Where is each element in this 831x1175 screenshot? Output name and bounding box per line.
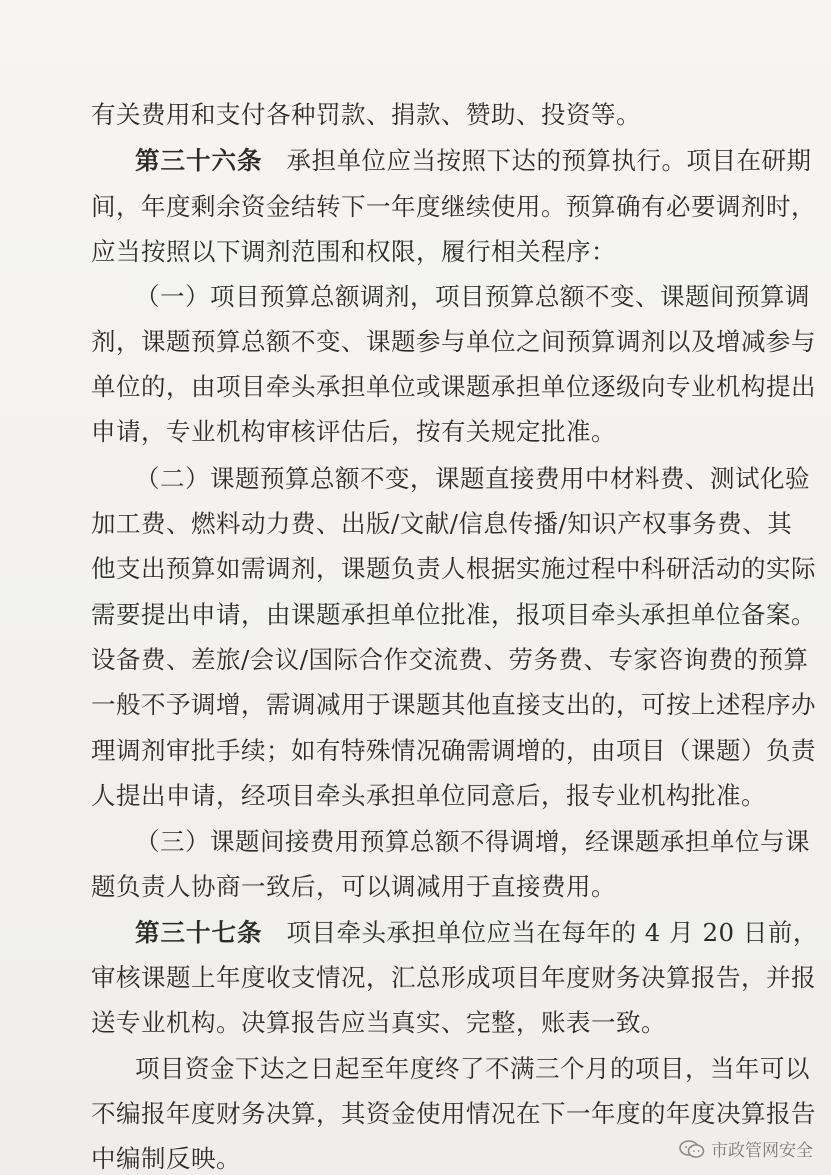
text-line: （三）课题间接费用预算总额不得调增，经课题承担单位与课 — [135, 827, 810, 856]
article-number: 第三十七条 — [135, 918, 263, 947]
text-line: 有关费用和支付各种罚款、捐款、赞助、投资等。 — [91, 100, 641, 129]
watermark-text: 市政管网安全 — [711, 1141, 813, 1161]
article-36-heading-line: 第三十六条 承担单位应当按照下达的预算执行。项目在研期 — [135, 146, 812, 175]
text-line: 设备费、差旅/会议/国际合作交流费、劳务费、专家咨询费的预算 — [91, 645, 809, 674]
text-line: 人提出申请，经项目牵头承担单位同意后，报专业机构批准。 — [91, 781, 766, 810]
text-line: 申请，专业机构审核评估后，按有关规定批准。 — [91, 417, 616, 446]
text-line: 理调剂审批手续；如有特殊情况确需调增的，由项目（课题）负责 — [91, 736, 816, 765]
text-line: 应当按照以下调剂范围和权限，履行相关程序： — [91, 237, 616, 266]
wechat-icon — [679, 1139, 705, 1159]
text-line: 他支出预算如需调剂，课题负责人根据实施过程中科研活动的实际 — [91, 554, 816, 583]
text-line: （二）课题预算总额不变，课题直接费用中材料费、测试化验 — [135, 464, 810, 493]
text-line: （一）项目预算总额调剂，项目预算总额不变、课题间预算调 — [135, 282, 810, 311]
text-line: 项目资金下达之日起至年度终了不满三个月的项目，当年可以 — [135, 1054, 810, 1083]
source-watermark — [679, 1136, 813, 1161]
text-line: 间，年度剩余资金结转下一年度继续使用。预算确有必要调剂时， — [91, 192, 816, 221]
text-line: 需要提出申请，由课题承担单位批准，报项目牵头承担单位备案。 — [91, 600, 816, 629]
text-line: 审核课题上年度收支情况，汇总形成项目年度财务决算报告，并报 — [91, 963, 816, 992]
text-line: 剂，课题预算总额不变、课题参与单位之间预算调剂以及增减参与 — [91, 327, 816, 356]
text-line: 送专业机构。决算报告应当真实、完整，账表一致。 — [91, 1008, 666, 1037]
text-line: 加工费、燃料动力费、出版/文献/信息传播/知识产权事务费、其 — [91, 509, 793, 538]
text-line: 中编制反映。 — [91, 1144, 241, 1173]
text-line: 不编报年度财务决算，其资金使用情况在下一年度的年度决算报告 — [91, 1099, 816, 1128]
text-line: 一般不予调增，需调减用于课题其他直接支出的，可按上述程序办 — [91, 690, 816, 719]
article-number: 第三十六条 — [135, 146, 263, 175]
article-37-heading-line: 第三十七条 项目牵头承担单位应当在每年的 4 月 20 日前， — [135, 918, 818, 947]
text-line: 单位的，由项目牵头承担单位或课题承担单位逐级向专业机构提出 — [91, 372, 816, 401]
text-line: 题负责人协商一致后，可以调减用于直接费用。 — [91, 872, 616, 901]
